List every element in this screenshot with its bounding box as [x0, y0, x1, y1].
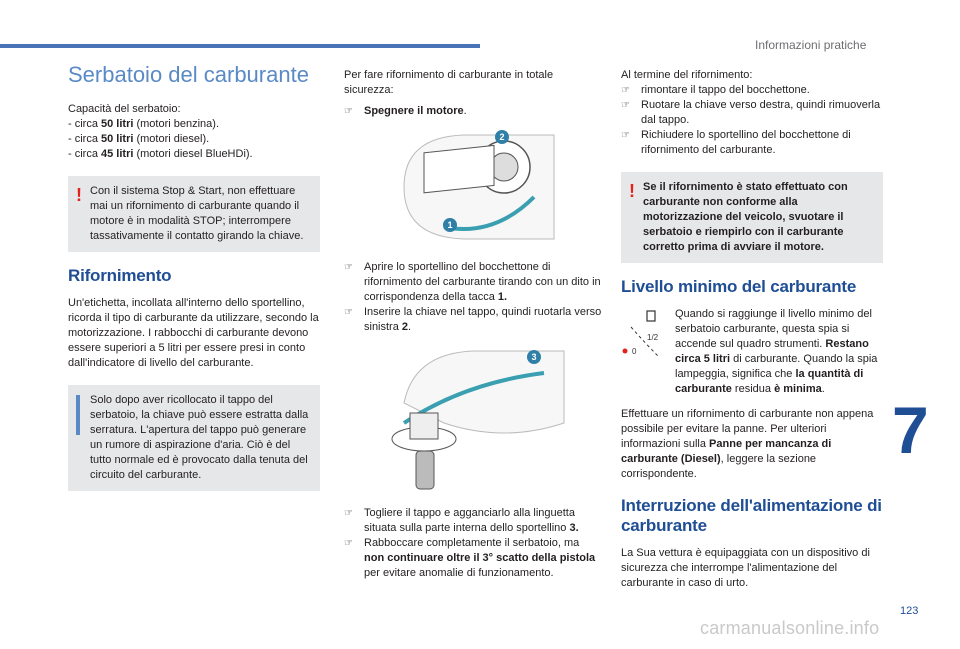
refill-text: Effettuare un rifornimento di carburante non appena possibile per evitare la panne. Per ulteriori informazioni sulla Panne per mancanza di carburante (Diesel), leggere la sezione corrispondente. [621, 408, 874, 480]
capacity-item: - circa 50 litri (motori diesel). [68, 133, 210, 145]
info-icon [76, 395, 80, 435]
end-step: ☞ Ruotare la chiave verso destra, quindi rimuoverla dal tappo. [621, 99, 881, 126]
end-step: ☞ rimontare il tappo del bocchettone. [621, 84, 810, 96]
watermark: carmanualsonline.info [700, 618, 880, 638]
section-header: Informazioni pratiche [755, 38, 867, 52]
fuel-gauge-icon [621, 307, 675, 367]
fuel-cutoff-heading: Interruzione dell'alimentazione di carburante [621, 496, 882, 535]
refuel-heading: Rifornimento [68, 266, 172, 285]
step-remove-cap: ☞ Togliere il tappo e agganciarlo alla linguetta situata sulla parte interna dello sportellino 3. [344, 507, 579, 534]
min-level-heading: Livello minimo del carburante [621, 277, 857, 296]
arrow-bullet-icon: ☞ [621, 130, 630, 141]
page-number: 123 [900, 605, 919, 617]
warning-icon: ! [76, 185, 82, 205]
stop-start-warning: ! Con il sistema Stop & Start, non effettuare mai un rifornimento di carburante quando il motore è in modalità STOP; interrompere tassativamente il contatto girando la chiave. [68, 176, 320, 252]
fuel-flap-illustration [384, 127, 574, 247]
min-level-text: Quando si raggiunge il livello minimo del serbatoio carburante, questa spia si accende sul quadro strumenti. Restano circa 5 litri di carburante. Quando la spia lampeggia, significa che la quantità di carburante residua è minima. [675, 308, 878, 395]
step-open-flap: ☞ Aprire lo sportellino del bocchettone di rifornimento del carburante tirando con un dito in corrispondenza della tacca 1. [344, 261, 601, 303]
procedure-intro: Per fare rifornimento di carburante in totale sicurezza: [344, 69, 554, 96]
wrong-fuel-warning: ! Se il rifornimento è stato effettuato con carburante non conforme alla motorizzazione del veicolo, svuotare il serbatoio e riempirlo con il carburante corretto prima di avviare il motore. [621, 172, 883, 263]
end-intro: Al termine del rifornimento: [621, 69, 753, 81]
column-right [621, 68, 883, 591]
step-engine-off: ☞ Spegnere il motore. [344, 105, 467, 117]
warning-icon: ! [629, 181, 635, 201]
callout-3: 3 [531, 352, 537, 362]
step-insert-key: ☞ Inserire la chiave nel tappo, quindi ruotarla verso sinistra 2. [344, 306, 602, 333]
chapter-number: 7 [892, 393, 929, 467]
min-level-row [621, 307, 883, 397]
column-middle [344, 68, 602, 581]
capacity-item: - circa 45 litri (motori diesel BlueHDi). [68, 148, 253, 160]
gauge-half-label: 1/2 [647, 333, 659, 342]
arrow-bullet-icon: ☞ [344, 538, 353, 549]
arrow-bullet-icon: ☞ [344, 307, 353, 318]
refuel-text: Un'etichetta, incollata all'interno dello sportellino, ricorda il tipo di carburante da utilizzare, secondo la motorizzazione. I rabbocchi di carburante devono essere superiori a 5 litri per essere presi in conto dall'indicatore di livello del carburante. [68, 297, 319, 369]
column-left [68, 62, 320, 505]
step-fill-tank: ☞ Rabboccare completamente il serbatoio, ma non continuare oltre il 3° scatto della pistola per evitare anomalie di funzionamento. [344, 537, 596, 579]
info-note: Solo dopo aver ricollocato il tappo del serbatoio, la chiave può essere estratta dalla serratura. L'apertura del tappo può generare un rumore di aspirazione d'aria. Ciò è del tutto normale ed è provocato dalla tenuta del circuito del carburante. [68, 385, 320, 491]
callout-2: 2 [499, 132, 505, 142]
arrow-bullet-icon: ☞ [344, 106, 353, 117]
arrow-bullet-icon: ☞ [344, 262, 353, 273]
top-accent-bar [0, 44, 480, 48]
callout-1: 1 [447, 220, 453, 230]
gauge-zero-label: 0 [632, 347, 637, 356]
arrow-bullet-icon: ☞ [621, 85, 630, 96]
capacity-item: - circa 50 litri (motori benzina). [68, 118, 219, 130]
arrow-bullet-icon: ☞ [344, 508, 353, 519]
page-title: Serbatoio del carburante [68, 62, 309, 87]
arrow-bullet-icon: ☞ [621, 100, 630, 111]
fuel-cutoff-text: La Sua vettura è equipaggiata con un dispositivo di sicurezza che interrompe l'alimentazione del carburante in caso di urto. [621, 547, 870, 589]
cap-removal-illustration [384, 343, 574, 493]
capacity-intro: Capacità del serbatoio: [68, 103, 181, 115]
end-step: ☞ Richiudere lo sportellino del bocchettone di rifornimento del carburante. [621, 129, 851, 156]
